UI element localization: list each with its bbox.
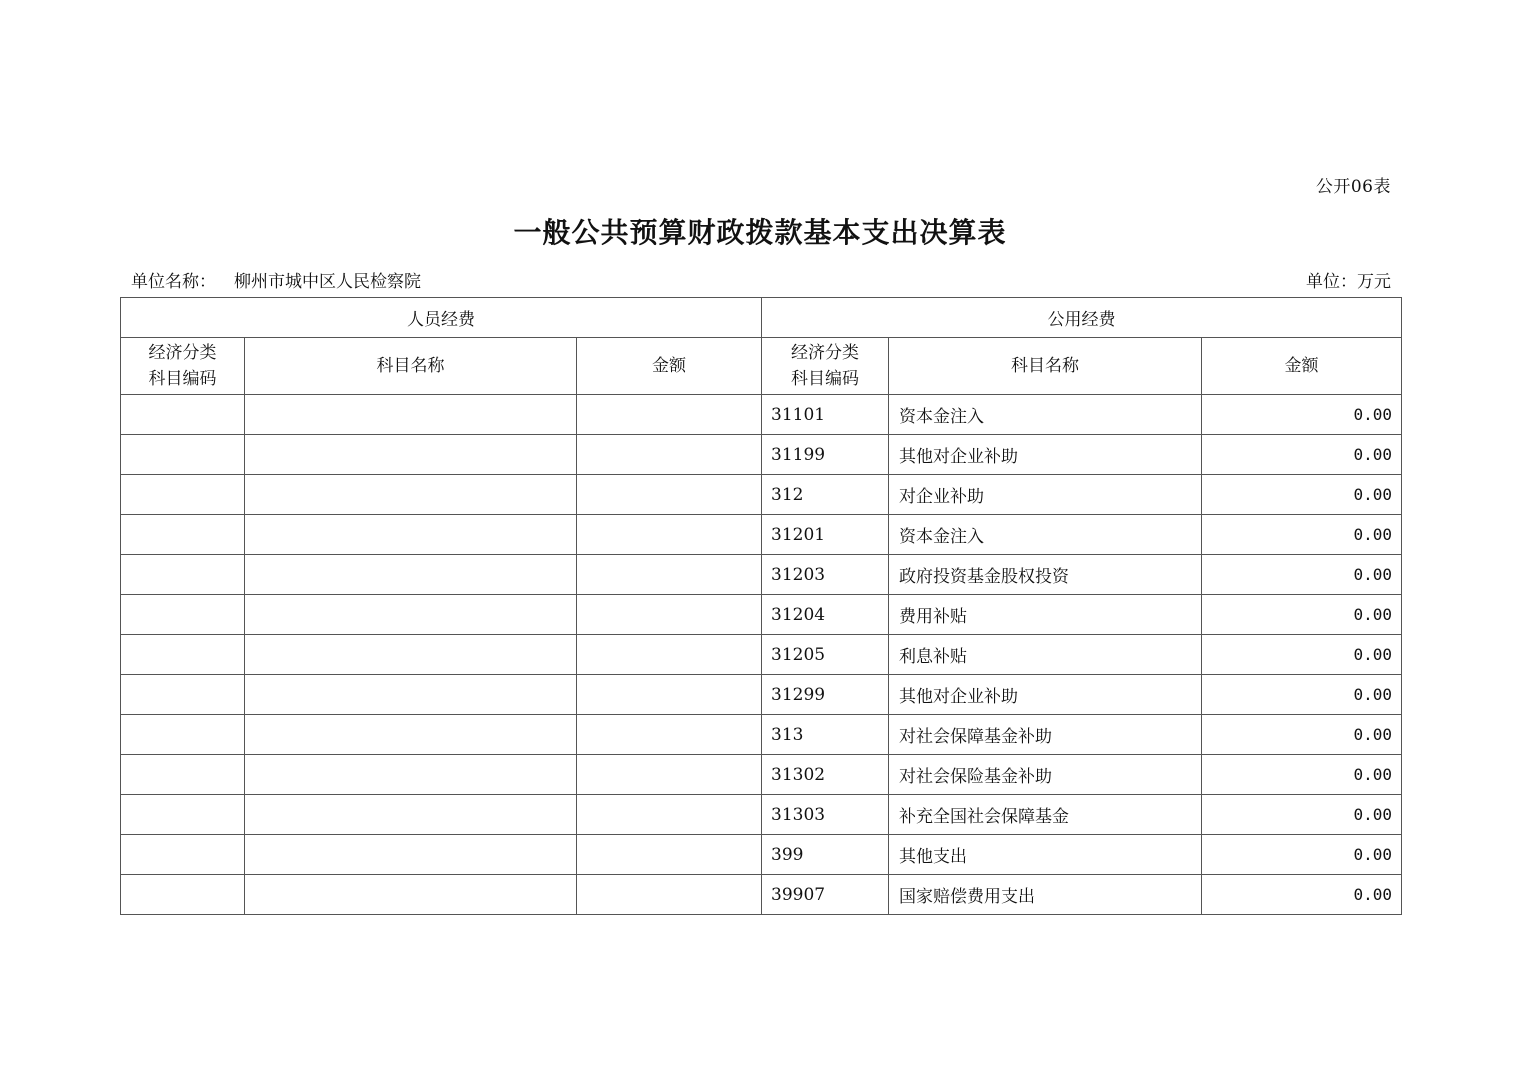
personnel-name-header: 科目名称 (245, 338, 577, 395)
personnel-expense-header: 人员经费 (121, 298, 762, 338)
personnel-name-cell (245, 595, 577, 635)
public-amount-cell: 0.00 (1202, 835, 1402, 875)
table-row (121, 555, 1402, 595)
page-title: 一般公共预算财政拨款基本支出决算表 (513, 216, 1007, 249)
public-name-cell: 资本金注入 (889, 515, 1202, 555)
public-code-cell: 312 (762, 475, 889, 515)
personnel-name-cell (245, 755, 577, 795)
personnel-amount-cell (577, 395, 762, 435)
unit-info-row (131, 267, 1391, 292)
personnel-name-cell (245, 795, 577, 835)
personnel-name-cell (245, 395, 577, 435)
public-amount-cell: 0.00 (1202, 595, 1402, 635)
public-amount-cell: 0.00 (1202, 475, 1402, 515)
public-amount-cell: 0.00 (1202, 875, 1402, 915)
public-name-cell: 对企业补助 (889, 475, 1202, 515)
personnel-name-cell (245, 715, 577, 755)
public-code-cell: 31201 (762, 515, 889, 555)
personnel-code-cell (121, 475, 245, 515)
code-header-line1: 经济分类 (791, 343, 859, 363)
personnel-amount-cell (577, 635, 762, 675)
table-row (121, 595, 1402, 635)
personnel-amount-cell (577, 755, 762, 795)
public-name-cell: 其他对企业补助 (889, 435, 1202, 475)
public-name-header: 科目名称 (889, 338, 1202, 395)
public-name-cell: 其他支出 (889, 835, 1202, 875)
personnel-code-cell (121, 635, 245, 675)
public-amount-cell: 0.00 (1202, 675, 1402, 715)
public-name-cell: 国家赔偿费用支出 (889, 875, 1202, 915)
public-code-cell: 31299 (762, 675, 889, 715)
table-row (121, 795, 1402, 835)
table-row (121, 755, 1402, 795)
personnel-code-cell (121, 675, 245, 715)
personnel-name-cell (245, 675, 577, 715)
public-name-cell: 政府投资基金股权投资 (889, 555, 1202, 595)
personnel-code-cell (121, 875, 245, 915)
public-amount-cell: 0.00 (1202, 635, 1402, 675)
unit-name-block (131, 267, 421, 292)
table-row (121, 635, 1402, 675)
public-expense-header: 公用经费 (762, 298, 1402, 338)
personnel-name-cell (245, 515, 577, 555)
personnel-amount-cell (577, 675, 762, 715)
personnel-amount-cell (577, 875, 762, 915)
personnel-name-cell (245, 435, 577, 475)
table-row (121, 875, 1402, 915)
public-code-cell: 313 (762, 715, 889, 755)
personnel-amount-cell (577, 835, 762, 875)
table-row (121, 515, 1402, 555)
personnel-code-cell (121, 795, 245, 835)
table-row (121, 435, 1402, 475)
group-header-row (121, 298, 1402, 338)
public-amount-cell: 0.00 (1202, 395, 1402, 435)
public-amount-cell: 0.00 (1202, 435, 1402, 475)
public-name-cell: 费用补贴 (889, 595, 1202, 635)
personnel-code-cell (121, 395, 245, 435)
unit-name-label: 单位名称： (131, 272, 216, 292)
public-name-cell: 利息补贴 (889, 635, 1202, 675)
personnel-amount-header: 金额 (577, 338, 762, 395)
public-amount-cell: 0.00 (1202, 755, 1402, 795)
personnel-code-cell (121, 835, 245, 875)
personnel-code-cell (121, 755, 245, 795)
unit-name: 柳州市城中区人民检察院 (234, 272, 421, 292)
public-code-cell: 31302 (762, 755, 889, 795)
personnel-amount-cell (577, 475, 762, 515)
form-number: 公开06表 (1315, 177, 1391, 197)
personnel-code-cell (121, 595, 245, 635)
column-header-row (121, 338, 1402, 395)
public-code-cell: 31199 (762, 435, 889, 475)
public-code-cell: 31204 (762, 595, 889, 635)
personnel-amount-cell (577, 435, 762, 475)
public-name-cell: 其他对企业补助 (889, 675, 1202, 715)
code-header-line2: 科目编码 (791, 369, 859, 389)
table-row (121, 475, 1402, 515)
code-header-line1: 经济分类 (148, 343, 217, 363)
public-amount-cell: 0.00 (1202, 515, 1402, 555)
expenditure-table (120, 297, 1402, 915)
personnel-amount-cell (577, 595, 762, 635)
public-amount-cell: 0.00 (1202, 555, 1402, 595)
public-code-cell: 31101 (762, 395, 889, 435)
personnel-code-cell (121, 435, 245, 475)
public-name-cell: 资本金注入 (889, 395, 1202, 435)
personnel-code-cell (121, 715, 245, 755)
personnel-name-cell (245, 635, 577, 675)
personnel-name-cell (245, 835, 577, 875)
public-amount-cell: 0.00 (1202, 795, 1402, 835)
personnel-code-header (121, 338, 245, 395)
personnel-amount-cell (577, 795, 762, 835)
personnel-name-cell (245, 555, 577, 595)
currency-unit: 单位：万元 (1306, 272, 1391, 292)
personnel-name-cell (245, 475, 577, 515)
public-code-cell: 31203 (762, 555, 889, 595)
personnel-amount-cell (577, 555, 762, 595)
public-code-cell: 31303 (762, 795, 889, 835)
public-name-cell: 对社会保险基金补助 (889, 755, 1202, 795)
public-name-cell: 对社会保障基金补助 (889, 715, 1202, 755)
personnel-name-cell (245, 875, 577, 915)
public-amount-cell: 0.00 (1202, 715, 1402, 755)
table-row (121, 395, 1402, 435)
table-row (121, 835, 1402, 875)
personnel-code-cell (121, 555, 245, 595)
code-header-line2: 科目编码 (148, 369, 217, 389)
personnel-code-cell (121, 515, 245, 555)
table-row (121, 715, 1402, 755)
public-name-cell: 补充全国社会保障基金 (889, 795, 1202, 835)
public-code-cell: 39907 (762, 875, 889, 915)
public-code-cell: 31205 (762, 635, 889, 675)
personnel-amount-cell (577, 715, 762, 755)
public-amount-header: 金额 (1202, 338, 1402, 395)
table-row (121, 675, 1402, 715)
public-code-header (762, 338, 889, 395)
public-code-cell: 399 (762, 835, 889, 875)
personnel-amount-cell (577, 515, 762, 555)
